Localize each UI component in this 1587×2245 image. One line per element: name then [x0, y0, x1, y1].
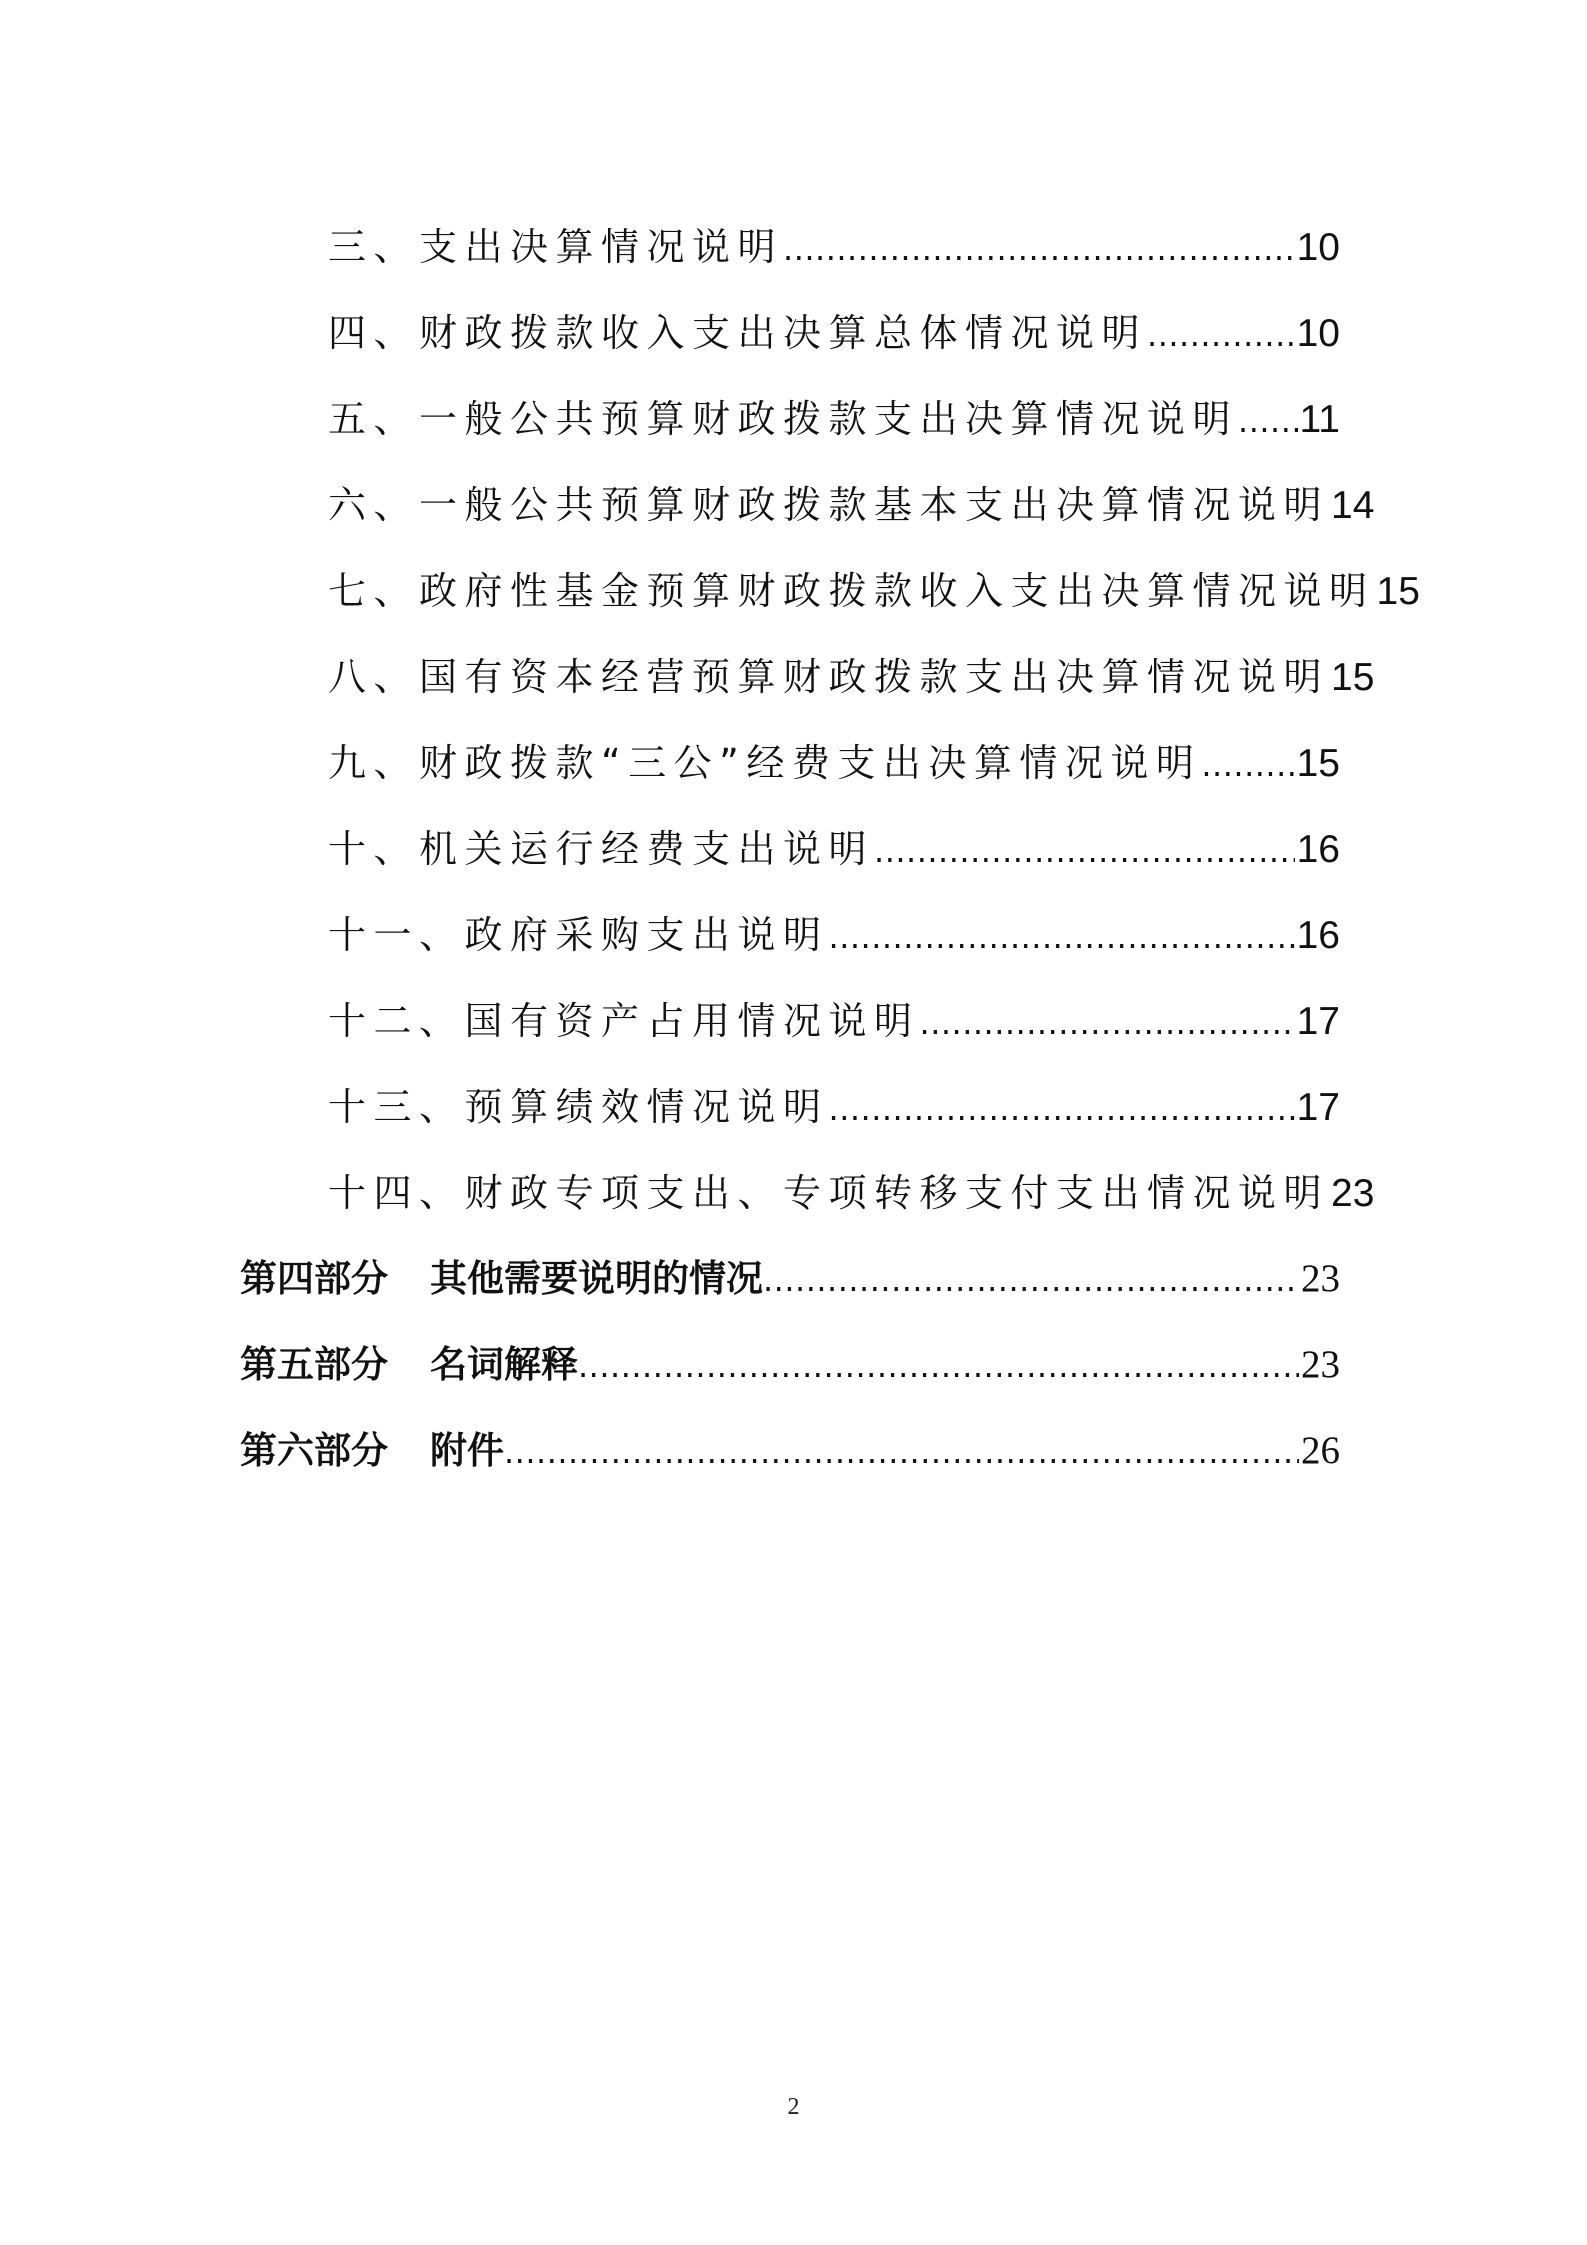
toc-entry[interactable]: [328, 388, 1340, 444]
toc-part-entry[interactable]: [240, 1248, 1340, 1304]
toc-entry-page: 16: [1296, 914, 1340, 957]
toc-entry-page: 14: [1331, 484, 1375, 527]
toc-entry-title: 十四、财政专项支出、专项转移支付支出情况说明: [328, 1171, 1330, 1215]
toc-part-title: 其他需要说明的情况: [430, 1257, 763, 1300]
toc-dot-leader: [920, 999, 1295, 1043]
toc-dot-leader: [1238, 397, 1297, 441]
toc-entry-page: 23: [1331, 1172, 1375, 1215]
toc-entry-page: 23: [1301, 1343, 1340, 1386]
toc-part-entry[interactable]: [240, 1420, 1340, 1476]
page-number: 2: [787, 2094, 800, 2120]
toc-entry-title: 八、国有资本经营预算财政拨款支出决算情况说明: [328, 655, 1330, 699]
toc-entry-page: 11: [1299, 398, 1340, 441]
toc-dot-leader: [1147, 311, 1295, 355]
toc-part-label: 第六部分: [240, 1429, 388, 1472]
toc-entry-page: 17: [1296, 1000, 1340, 1043]
toc-entry-page: 23: [1301, 1257, 1340, 1300]
toc-part-heading: [240, 1420, 504, 1474]
toc-part-entry[interactable]: [240, 1334, 1340, 1390]
toc-entry[interactable]: [328, 732, 1340, 788]
toc-entry[interactable]: [328, 818, 1340, 874]
toc-dot-leader: [504, 1429, 1299, 1472]
toc-entry-title: 七、政府性基金预算财政拨款收入支出决算情况说明: [328, 569, 1375, 613]
toc-entry-title: 五、一般公共预算财政拨款支出决算情况说明: [328, 397, 1239, 441]
toc-part-heading: [240, 1334, 578, 1388]
toc-entry-title: 十一、政府采购支出说明: [328, 913, 829, 957]
toc-part-label: 第四部分: [240, 1257, 388, 1300]
toc-entry[interactable]: [328, 990, 1340, 1046]
toc-dot-leader: [874, 827, 1295, 871]
toc-part-heading: [240, 1248, 763, 1302]
toc-entry-title: 十、机关运行经费支出说明: [328, 827, 875, 871]
toc-entry[interactable]: [328, 1162, 1375, 1218]
toc-part-title: 附件: [430, 1429, 504, 1472]
toc-dot-leader: [1201, 741, 1294, 785]
toc-entry[interactable]: [328, 560, 1420, 616]
toc-dot-leader: [578, 1343, 1299, 1386]
toc-entry-page: 10: [1296, 312, 1340, 355]
toc-dot-leader: [829, 1085, 1295, 1129]
toc-entry[interactable]: [328, 302, 1340, 358]
toc-dot-leader: [763, 1257, 1299, 1300]
toc-entry[interactable]: [328, 646, 1375, 702]
toc-entry[interactable]: [328, 474, 1375, 530]
toc-entry-page: 17: [1296, 1086, 1340, 1129]
toc-entry-page: 15: [1331, 656, 1375, 699]
toc-entry-title: 十二、国有资产占用情况说明: [328, 999, 920, 1043]
toc-part-label: 第五部分: [240, 1343, 388, 1386]
toc-entry[interactable]: [328, 216, 1340, 272]
toc-entry-page: 16: [1296, 828, 1340, 871]
toc-dot-leader: [829, 913, 1295, 957]
toc-entry[interactable]: [328, 1076, 1340, 1132]
toc-entry-page: 15: [1376, 570, 1420, 613]
toc-entry-page: 26: [1301, 1429, 1340, 1472]
toc-dot-leader: [783, 225, 1295, 269]
toc-entry-title: 十三、预算绩效情况说明: [328, 1085, 829, 1129]
toc-entry-page: 10: [1296, 226, 1340, 269]
toc-entry-page: 15: [1296, 742, 1340, 785]
toc-entry-title: 六、一般公共预算财政拨款基本支出决算情况说明: [328, 483, 1330, 527]
toc-entry-title: 四、财政拨款收入支出决算总体情况说明: [328, 311, 1148, 355]
toc-entry[interactable]: [328, 904, 1340, 960]
toc-entry-title: 九、财政拨款“三公”经费支出决算情况说明: [328, 741, 1202, 785]
toc-part-title: 名词解释: [430, 1343, 578, 1386]
toc-entry-title: 三、支出决算情况说明: [328, 225, 784, 269]
